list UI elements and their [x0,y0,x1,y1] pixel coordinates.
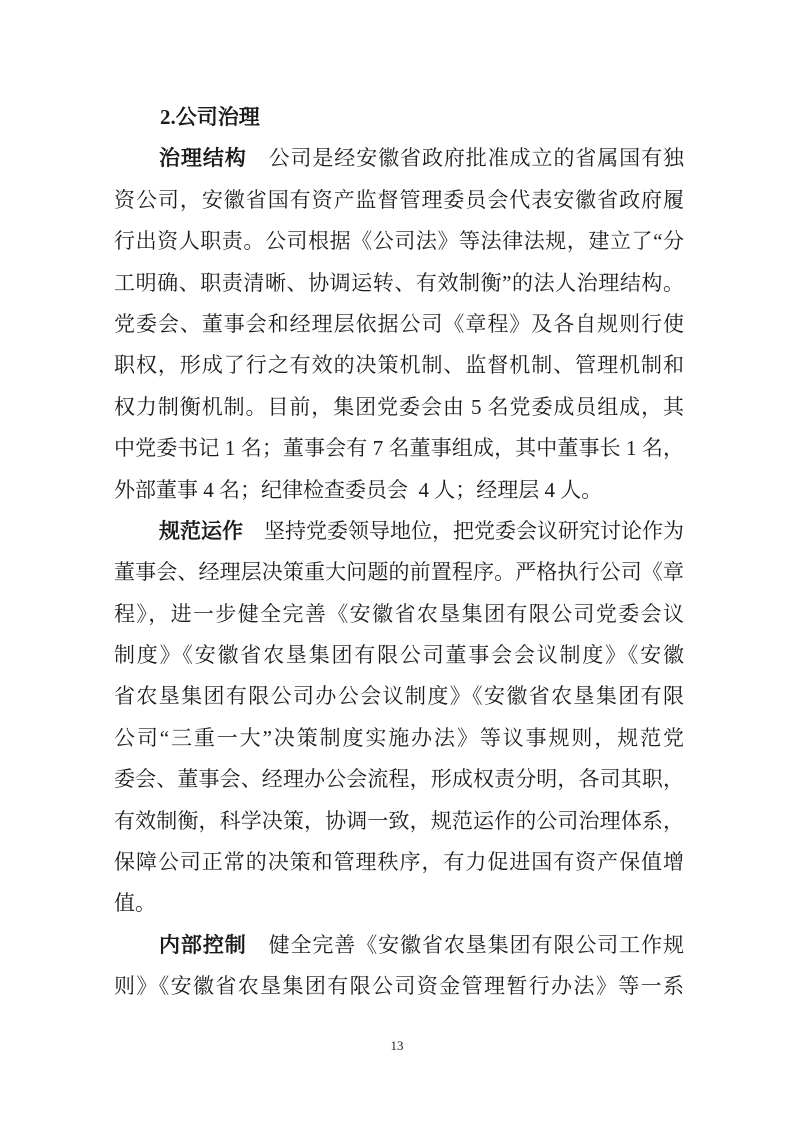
paragraph-line: 制度》《安徽省农垦集团有限公司董事会会议制度》《安徽 [114,643,684,668]
paragraph-first-line-text: 公司是经安徽省政府批准成立的省属国有独 [246,146,685,171]
paragraph-line: 有效制衡，科学决策，协调一致，规范运作的公司治理体系， [114,808,684,833]
paragraph-line: 工明确、职责清晰、协调运转、有效制衡”的法人治理结构。 [114,270,684,295]
paragraph-first-line [114,138,684,179]
paragraph-lead-label: 规范运作 [159,518,243,543]
paragraph-line: 资公司，安徽省国有资产监督管理委员会代表安徽省政府履 [114,187,684,212]
paragraph-first-line-text: 坚持党委领导地位，把党委会议研究讨论作为 [243,518,684,543]
paragraph-line: 则》《安徽省农垦集团有限公司资金管理暂行办法》等一系 [114,974,684,999]
paragraph-lead-label: 内部控制 [159,932,247,957]
document-body [114,97,684,1008]
paragraph-line: 省农垦集团有限公司办公会议制度》《安徽省农垦集团有限 [114,684,684,709]
paragraph-line: 党委会、董事会和经理层依据公司《章程》及各自规则行使 [114,311,684,336]
paragraph-line: 职权，形成了行之有效的决策机制、监督机制、管理机制和 [114,353,684,378]
paragraph-line: 委会、董事会、经理办公会流程，形成权责分明，各司其职， [114,767,684,792]
section-heading: 2.公司治理 [160,105,260,129]
paragraph-line: 权力制衡机制。目前，集团党委会由 5 名党委成员组成，其 [114,394,684,419]
paragraph-line: 公司“三重一大”决策制度实施办法》等议事规则，规范党 [114,725,684,750]
paragraph-last-line: 值。 [114,891,156,916]
paragraph-line: 中党委书记 1 名；董事会有 7 名董事组成，其中董事长 1 名， [114,436,684,461]
paragraph-first-line [114,925,684,966]
paragraph-line: 董事会、经理层决策重大问题的前置程序。严格执行公司《章 [114,560,684,585]
paragraph-last-line: 外部董事 4 名；纪律检查委员会 4 人；经理层 4 人。 [114,477,603,502]
paragraph-line: 程》，进一步健全完善《安徽省农垦集团有限公司党委会议 [114,601,684,626]
paragraph-lead-label: 治理结构 [159,146,247,171]
paragraph-line: 行出资人职责。公司根据《公司法》等法律法规，建立了“分 [114,229,684,254]
paragraph-first-line [114,511,684,552]
paragraph-first-line-text: 健全完善《安徽省农垦集团有限公司工作规 [246,932,685,957]
page-number: 13 [390,1038,404,1053]
paragraph-line: 保障公司正常的决策和管理秩序，有力促进国有资产保值增 [114,850,684,875]
